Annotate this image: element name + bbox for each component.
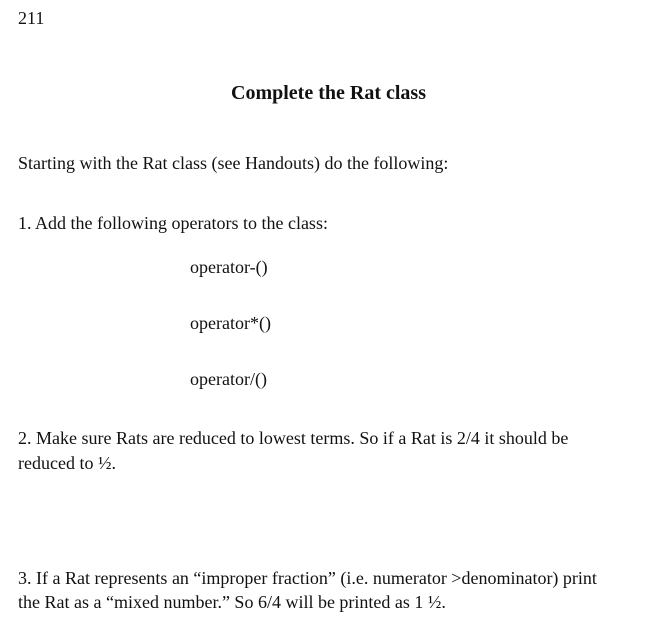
- step-1-text: 1. Add the following operators to the class:: [18, 213, 328, 233]
- step-3-line-2: the Rat as a “mixed number.” So 6/4 will be printed as 1 ½.: [18, 592, 446, 612]
- step-2-line-2: reduced to ½.: [18, 453, 116, 473]
- operator-multiply: operator*(): [190, 313, 271, 333]
- step-3-line-1: 3. If a Rat represents an “improper fraction” (i.e. numerator >denominator) print: [18, 568, 597, 588]
- operator-minus: operator-(): [190, 257, 268, 277]
- intro-paragraph: Starting with the Rat class (see Handouts) do the following:: [18, 153, 449, 173]
- page-number: 211: [18, 8, 45, 28]
- step-2-line-1: 2. Make sure Rats are reduced to lowest terms. So if a Rat is 2/4 it should be: [18, 428, 569, 448]
- page-title: Complete the Rat class: [231, 82, 426, 104]
- operator-divide: operator/(): [190, 369, 267, 389]
